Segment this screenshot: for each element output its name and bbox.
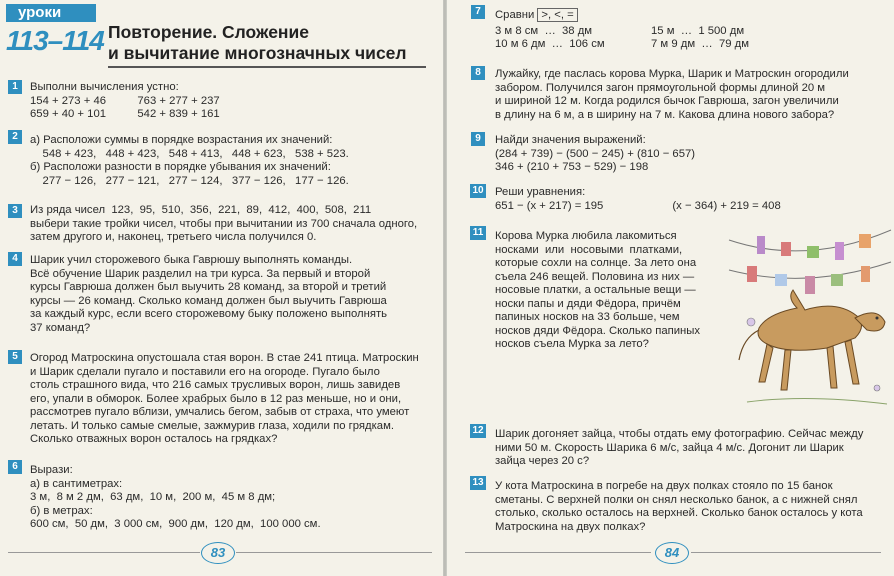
task-line: Шарик догоняет зайца, чтобы отдать ему фотографию. Сейчас между [495,428,864,440]
task-line: Матроскина на двух полках? [495,520,646,533]
task-line: рассмотрев пугало вблизи, умчались бегом, забыв от страха, что умеют [30,406,410,418]
task-11 [495,230,700,352]
task-number: 9 [471,132,485,146]
task-line: (284 + 739) − (500 − 245) + (810 − 657) [495,147,696,160]
task-8 [495,68,849,122]
task-line: курсы Гаврюша должен был выучить 28 команд, за второй и третий [30,281,387,293]
footer-rule [691,552,881,553]
task-line: и шириной 12 м. Когда родился бычок Гаврюша, загон увеличили [495,95,839,107]
task-line: носками или носовыми платками, [495,243,683,256]
task-line: носовые платки, а остальные вещи — [495,284,696,296]
task-line: Всё обучение Шарик разделил на три курса. За первый и второй [30,267,371,280]
task-line: Вырази: [30,464,73,476]
task-number: 11 [470,226,486,240]
task-number: 13 [470,476,486,490]
task-line: 154 + 273 + 46 763 + 277 + 237 [30,94,220,107]
task-line: папиных носков на 33 больше, чем [495,311,680,323]
cow-and-laundry-icon [727,218,893,416]
task-line: 548 + 423, 448 + 423, 548 + 413, 448 + 623, 538 + 523. [30,147,349,160]
task-line: Шарик учил сторожевого быка Гаврюшу выполнять команды. [30,254,353,266]
task-label: Сравни [495,9,535,21]
task-line: Выполни вычисления устно: [30,81,179,93]
title-line: и вычитание многозначных чисел [108,43,407,63]
task-line: б) в метрах: [30,504,93,517]
task-line: затем другого и, наконец, третьего числа получился 0. [30,231,317,243]
task-line: 277 − 126, 277 − 121, 277 − 124, 377 − 126, 177 − 126. [30,174,349,187]
task-line: Лужайку, где паслась корова Мурка, Шарик и Матроскин огородили [495,68,849,80]
task-line: 3 м, 8 м 2 дм, 63 дм, 10 м, 200 м, 45 м 8 дм; [30,491,276,503]
task-5 [30,352,419,447]
task-line: сметаны. С верхней полки он снял несколько банок, а с нижней снял [495,493,858,506]
task-line: которые сохли на солнце. За лето она [495,257,697,269]
task-7 [495,8,875,50]
task-number: 1 [8,80,22,94]
task-line: и Шарик сделали пугало и поставили его на огороде. Пугало было [30,365,380,378]
task-line: б) Расположи разности в порядке убывания их значений: [30,161,331,173]
comparison-grid [495,23,875,50]
task-12 [495,428,863,469]
task-line: 37 команд? [30,321,91,334]
task-line: за каждый курс, если всего сторожевому быку положено выполнять [30,308,388,320]
page-number: 83 [201,542,235,564]
task-line: носков съела Мурка за лето? [495,338,649,350]
task-10 [495,186,781,213]
task-number: 4 [8,252,22,266]
task-line [495,8,875,23]
task-line: 651 − (x + 217) = 195 (x − 364) + 219 = 408 [495,199,781,212]
task-line: курсы — 26 команд. Сколько команд должен был выучить Гаврюша [30,294,387,307]
task-line: столько, сколько осталось на верхней. Сколько банок осталось у кота [495,507,863,519]
task-line: забором. Получился загон прямоугольной формы длиной 20 м [495,81,826,94]
lesson-numbers: 113–114 [6,25,104,56]
task-line: У кота Матроскина в погребе на двух полках стояло по 15 банок [495,480,833,492]
task-number: 2 [8,130,22,144]
task-line: Огород Матроскина опустошала стая ворон. В стае 241 птица. Матроскин [30,352,419,364]
comparison-item: 3 м 8 см … 38 дм [495,24,593,37]
task-4 [30,254,387,335]
task-6 [30,464,321,532]
task-line: летать. И только самые смелые, зажмурив глаза, ходили по грядкам. [30,419,394,432]
task-number: 8 [471,66,485,80]
task-number: 3 [8,204,22,218]
task-1 [30,81,220,122]
task-line: 346 + (210 + 753 − 529) − 198 [495,161,649,173]
right-page [447,0,894,576]
task-line: 600 см, 50 дм, 3 000 см, 900 дм, 120 дм, 100 000 см. [30,518,321,530]
task-line: столь страшного вида, что 216 самых трусливых ворон, лишь завидев [30,379,401,391]
task-3 [30,204,417,245]
task-number: 5 [8,350,22,364]
task-2 [30,134,349,188]
task-13 [495,480,863,534]
task-line: Реши уравнения: [495,186,586,198]
task-line: Корова Мурка любила лакомиться [495,230,677,242]
task-line: Из ряда чисел 123, 95, 510, 356, 221, 89, 412, 400, 508, 211 [30,204,372,216]
task-number: 7 [471,5,485,19]
left-page [0,0,443,576]
task-line: съела 246 вещей. Половина из них — [495,270,695,283]
comparison-signs: >, <, = [537,8,577,22]
task-number: 12 [470,424,486,438]
task-line: а) Расположи суммы в порядке возрастания их значений: [30,134,333,146]
footer-rule [236,552,432,553]
comparison-item: 15 м … 1 500 дм [651,24,745,37]
task-number: 6 [8,460,22,474]
task-line: Найди значения выражений: [495,134,646,146]
task-9 [495,134,695,175]
footer-rule [8,552,200,553]
page-title [108,22,407,64]
task-line: носков дяди Фёдора. Сколько папиных [495,324,701,337]
footer-rule [465,552,651,553]
task-number: 10 [470,184,486,198]
task-line: зайца через 20 с? [495,455,590,467]
task-line: носки папы и дяди Фёдора, причём [495,297,681,310]
task-line: в длину на 6 м, а в ширину на 7 м. Какова длина нового забора? [495,108,835,121]
section-tag: уроки [6,4,96,22]
page-number: 84 [655,542,689,564]
title-line: Повторение. Сложение [108,22,309,42]
task-line: выбери такие тройки чисел, чтобы при вычитании из 700 сначала одного, [30,217,418,230]
comparison-item: 7 м 9 дм … 79 дм [651,37,750,50]
task-line: а) в сантиметрах: [30,477,123,490]
comparison-item: 10 м 6 дм … 106 см [495,37,605,50]
task-line: его, упали в обморок. Более храбрых было в 12 раз меньше, но и они, [30,392,402,405]
task-line: Сколько отважных ворон осталось на грядках? [30,433,278,445]
title-divider [108,66,426,68]
task-line: 659 + 40 + 101 542 + 839 + 161 [30,108,220,120]
task-line: ними 50 м. Скорость Шарика 6 м/с, зайца 4 м/с. Догонит ли Шарик [495,441,844,454]
